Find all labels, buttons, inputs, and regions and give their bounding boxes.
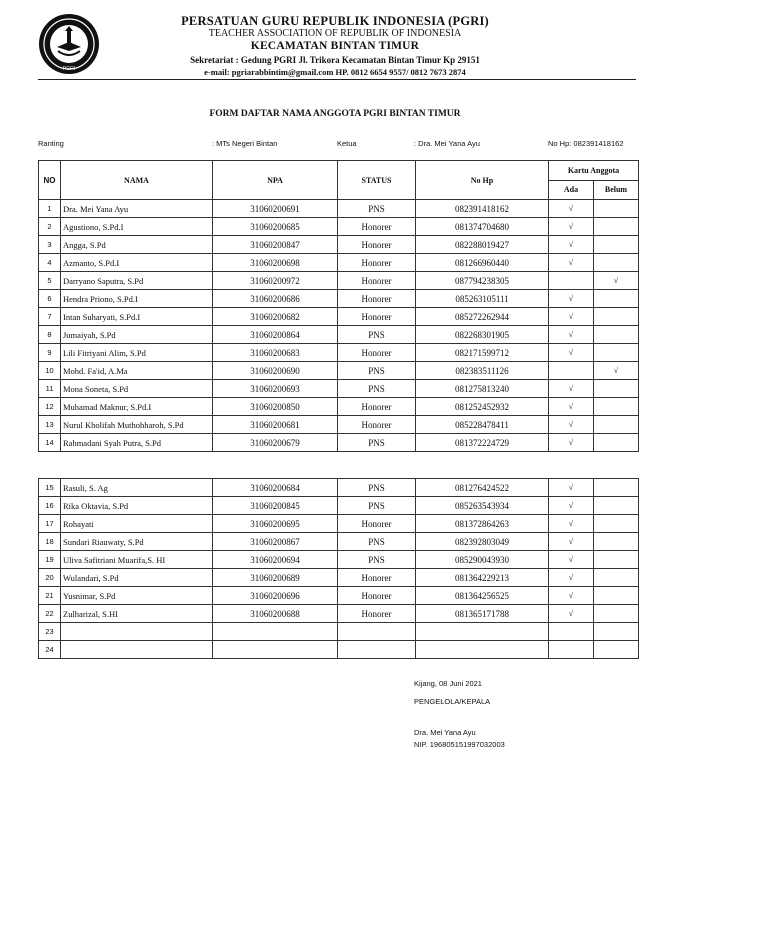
cell-status: Honorer [338, 569, 416, 587]
cell-no: 1 [39, 200, 61, 218]
cell-npa: 31060200695 [213, 515, 338, 533]
cell-belum [594, 497, 639, 515]
cell-nama: Lili Fitriyani Alim, S.Pd [61, 344, 213, 362]
table-row [39, 380, 639, 398]
col-belum: Belum [594, 180, 639, 200]
header-divider [38, 79, 636, 80]
contact-line: e-mail: pgriarabbintim@gmail.com HP. 0812 6654 9557/ 0812 7673 2874 [204, 67, 466, 77]
cell-hp: 085290043930 [416, 551, 549, 569]
cell-hp: 081372864263 [416, 515, 549, 533]
cell-belum [594, 533, 639, 551]
cell-belum [594, 398, 639, 416]
cell-status: Honorer [338, 290, 416, 308]
signature-role: PENGELOLA/KEPALA [414, 697, 491, 706]
ketua-label: Ketua [337, 139, 357, 148]
cell-no: 23 [39, 623, 61, 641]
cell-belum [594, 218, 639, 236]
cell-nama: Agustiono, S.Pd.I [61, 218, 213, 236]
cell-belum [594, 380, 639, 398]
cell-npa: 31060200688 [213, 605, 338, 623]
col-kartu-anggota: Kartu Anggota [549, 161, 639, 181]
cell-ada: √ [549, 308, 594, 326]
cell-ada: √ [549, 569, 594, 587]
table-row [39, 200, 639, 218]
cell-nama: Azmanto, S.Pd.I [61, 254, 213, 272]
cell-hp [416, 623, 549, 641]
cell-hp: 082288019427 [416, 236, 549, 254]
cell-nama: Mohd. Fa'id, A.Ma [61, 362, 213, 380]
cell-belum [594, 416, 639, 434]
cell-ada: √ [549, 551, 594, 569]
cell-ada: √ [549, 515, 594, 533]
table-row [39, 272, 639, 290]
cell-status [338, 623, 416, 641]
cell-no: 21 [39, 587, 61, 605]
district-name: KECAMATAN BINTAN TIMUR [250, 40, 420, 52]
cell-hp: 081364256525 [416, 587, 549, 605]
cell-ada: √ [549, 344, 594, 362]
cell-belum [594, 623, 639, 641]
col-ada: Ada [549, 180, 594, 200]
cell-status: Honorer [338, 272, 416, 290]
cell-npa: 31060200867 [213, 533, 338, 551]
cell-no: 20 [39, 569, 61, 587]
cell-no: 24 [39, 641, 61, 659]
cell-nama [61, 623, 213, 641]
cell-belum [594, 236, 639, 254]
table-row [39, 623, 639, 641]
col-nohp: No Hp [416, 161, 549, 200]
cell-belum [594, 326, 639, 344]
table-row [39, 254, 639, 272]
cell-hp: 087794238305 [416, 272, 549, 290]
table-row [39, 641, 639, 659]
signature-name: Dra. Mei Yana Ayu [414, 728, 476, 737]
cell-status: PNS [338, 326, 416, 344]
cell-hp: 081275813240 [416, 380, 549, 398]
table-row [39, 515, 639, 533]
cell-npa: 31060200972 [213, 272, 338, 290]
cell-status: Honorer [338, 308, 416, 326]
cell-no: 15 [39, 479, 61, 497]
cell-status: Honorer [338, 344, 416, 362]
cell-belum [594, 290, 639, 308]
cell-nama [61, 641, 213, 659]
cell-hp: 081374704680 [416, 218, 549, 236]
cell-npa [213, 641, 338, 659]
cell-status: PNS [338, 479, 416, 497]
cell-hp: 082391418162 [416, 200, 549, 218]
table-row [39, 236, 639, 254]
cell-ada: √ [549, 605, 594, 623]
cell-status: Honorer [338, 398, 416, 416]
cell-nama: Zulharizal, S.HI [61, 605, 213, 623]
table-row [39, 398, 639, 416]
cell-belum: √ [594, 272, 639, 290]
ranting-value: : MTs Negeri Bintan [212, 139, 278, 148]
cell-hp: 085263543934 [416, 497, 549, 515]
cell-nama: Sundari Riauwaty, S.Pd [61, 533, 213, 551]
cell-npa: 31060200686 [213, 290, 338, 308]
cell-nama: Intan Suharyati, S.Pd.I [61, 308, 213, 326]
cell-hp: 085272262944 [416, 308, 549, 326]
cell-status: Honorer [338, 587, 416, 605]
cell-belum [594, 515, 639, 533]
nohp-info: No Hp: 082391418162 [548, 139, 624, 148]
cell-ada [549, 623, 594, 641]
cell-no: 11 [39, 380, 61, 398]
cell-status [338, 641, 416, 659]
cell-status: Honorer [338, 236, 416, 254]
cell-ada: √ [549, 380, 594, 398]
cell-belum [594, 587, 639, 605]
cell-hp: 085263105111 [416, 290, 549, 308]
table-row [39, 344, 639, 362]
cell-status: Honorer [338, 254, 416, 272]
cell-ada: √ [549, 236, 594, 254]
cell-belum [594, 200, 639, 218]
ketua-value: : Dra. Mei Yana Ayu [414, 139, 480, 148]
cell-status: PNS [338, 533, 416, 551]
cell-npa: 31060200679 [213, 434, 338, 452]
cell-status: PNS [338, 497, 416, 515]
cell-status: Honorer [338, 605, 416, 623]
col-no: NO [39, 161, 61, 200]
cell-npa: 31060200845 [213, 497, 338, 515]
cell-no: 5 [39, 272, 61, 290]
secretariat-address: Sekretariat : Gedung PGRI Jl. Trikora Kecamatan Bintan Timur Kp 29151 [190, 55, 480, 65]
cell-nama: Uliva Safitriani Muarifa,S. HI [61, 551, 213, 569]
cell-no: 2 [39, 218, 61, 236]
cell-hp: 082171599712 [416, 344, 549, 362]
cell-hp: 082383511126 [416, 362, 549, 380]
cell-ada: √ [549, 497, 594, 515]
cell-nama: Angga, S.Pd [61, 236, 213, 254]
cell-nama: Nurul Kholifah Muthohharoh, S.Pd [61, 416, 213, 434]
org-name: PERSATUAN GURU REPUBLIK INDONESIA (PGRI) [181, 14, 489, 28]
pgri-logo [38, 13, 100, 75]
table-row [39, 434, 639, 452]
cell-no: 4 [39, 254, 61, 272]
cell-ada [549, 641, 594, 659]
cell-no: 3 [39, 236, 61, 254]
cell-npa: 31060200684 [213, 479, 338, 497]
table-row [39, 416, 639, 434]
col-nama: NAMA [61, 161, 213, 200]
cell-npa: 31060200691 [213, 200, 338, 218]
cell-belum [594, 479, 639, 497]
table-row [39, 551, 639, 569]
cell-no: 10 [39, 362, 61, 380]
cell-belum [594, 605, 639, 623]
cell-ada: √ [549, 587, 594, 605]
cell-npa: 31060200685 [213, 218, 338, 236]
cell-belum [594, 344, 639, 362]
cell-no: 8 [39, 326, 61, 344]
cell-nama: Hendra Priono, S.Pd.I [61, 290, 213, 308]
cell-status: PNS [338, 434, 416, 452]
cell-no: 16 [39, 497, 61, 515]
cell-no: 13 [39, 416, 61, 434]
cell-ada: √ [549, 479, 594, 497]
cell-no: 7 [39, 308, 61, 326]
table-row [39, 290, 639, 308]
cell-nama: Muhamad Maknur, S.Pd.I [61, 398, 213, 416]
cell-ada [549, 362, 594, 380]
cell-belum [594, 569, 639, 587]
cell-hp: 081372224729 [416, 434, 549, 452]
cell-no: 19 [39, 551, 61, 569]
cell-no: 17 [39, 515, 61, 533]
cell-ada: √ [549, 200, 594, 218]
cell-status: Honorer [338, 515, 416, 533]
cell-hp: 082392803049 [416, 533, 549, 551]
cell-belum [594, 254, 639, 272]
table-row [39, 587, 639, 605]
cell-hp: 085228478411 [416, 416, 549, 434]
logo-text: PGRI [62, 66, 76, 72]
cell-ada: √ [549, 254, 594, 272]
cell-hp: 081276424522 [416, 479, 549, 497]
cell-npa: 31060200690 [213, 362, 338, 380]
cell-no: 22 [39, 605, 61, 623]
cell-ada: √ [549, 533, 594, 551]
cell-belum: √ [594, 362, 639, 380]
cell-nama: Rohayati [61, 515, 213, 533]
cell-hp: 081266960440 [416, 254, 549, 272]
table-row [39, 533, 639, 551]
cell-npa: 31060200681 [213, 416, 338, 434]
cell-npa: 31060200850 [213, 398, 338, 416]
member-table-part1 [38, 160, 639, 452]
cell-no: 18 [39, 533, 61, 551]
cell-hp: 081252452932 [416, 398, 549, 416]
cell-belum [594, 434, 639, 452]
cell-ada [549, 272, 594, 290]
cell-no: 14 [39, 434, 61, 452]
org-name-en: TEACHER ASSOCIATION OF REPUBLIK OF INDONESIA [208, 28, 462, 39]
cell-npa: 31060200683 [213, 344, 338, 362]
cell-npa: 31060200693 [213, 380, 338, 398]
table-row [39, 569, 639, 587]
cell-nama: Darryano Saputra, S.Pd [61, 272, 213, 290]
cell-nama: Rika Oktavia, S.Pd [61, 497, 213, 515]
cell-belum [594, 641, 639, 659]
cell-npa: 31060200847 [213, 236, 338, 254]
table-row [39, 362, 639, 380]
cell-status: Honorer [338, 218, 416, 236]
cell-nama: Dra. Mei Yana Ayu [61, 200, 213, 218]
member-table-part2 [38, 478, 639, 659]
cell-nama: Jumaiyah, S.Pd [61, 326, 213, 344]
cell-no: 9 [39, 344, 61, 362]
table-row [39, 308, 639, 326]
cell-nama: Rasuli, S. Ag [61, 479, 213, 497]
cell-status: Honorer [338, 416, 416, 434]
ranting-label: Ranting [38, 139, 64, 148]
table-row [39, 218, 639, 236]
cell-npa: 31060200682 [213, 308, 338, 326]
cell-npa: 31060200698 [213, 254, 338, 272]
cell-nama: Wulandari, S.Pd [61, 569, 213, 587]
col-status: STATUS [338, 161, 416, 200]
cell-hp [416, 641, 549, 659]
signature-place-date: Kijang, 08 Juni 2021 [414, 679, 482, 688]
cell-status: PNS [338, 200, 416, 218]
cell-no: 12 [39, 398, 61, 416]
cell-belum [594, 551, 639, 569]
table-row [39, 326, 639, 344]
cell-npa: 31060200689 [213, 569, 338, 587]
cell-ada: √ [549, 434, 594, 452]
cell-nama: Rahmadani Syah Putra, S.Pd [61, 434, 213, 452]
cell-ada: √ [549, 218, 594, 236]
cell-belum [594, 308, 639, 326]
table-row [39, 605, 639, 623]
cell-ada: √ [549, 416, 594, 434]
cell-hp: 081364229213 [416, 569, 549, 587]
cell-npa: 31060200864 [213, 326, 338, 344]
cell-status: PNS [338, 380, 416, 398]
cell-ada: √ [549, 290, 594, 308]
signature-nip: NIP. 196805151997032003 [414, 740, 505, 749]
cell-ada: √ [549, 398, 594, 416]
table-row [39, 497, 639, 515]
cell-ada: √ [549, 326, 594, 344]
form-title: FORM DAFTAR NAMA ANGGOTA PGRI BINTAN TIMUR [209, 109, 461, 119]
cell-status: PNS [338, 551, 416, 569]
cell-nama: Mona Soneta, S.Pd [61, 380, 213, 398]
cell-hp: 081365171788 [416, 605, 549, 623]
col-npa: NPA [213, 161, 338, 200]
cell-nama: Yusnimar, S.Pd [61, 587, 213, 605]
cell-no: 6 [39, 290, 61, 308]
cell-status: PNS [338, 362, 416, 380]
table-row [39, 479, 639, 497]
cell-npa: 31060200696 [213, 587, 338, 605]
cell-npa: 31060200694 [213, 551, 338, 569]
cell-hp: 082268301905 [416, 326, 549, 344]
cell-npa [213, 623, 338, 641]
